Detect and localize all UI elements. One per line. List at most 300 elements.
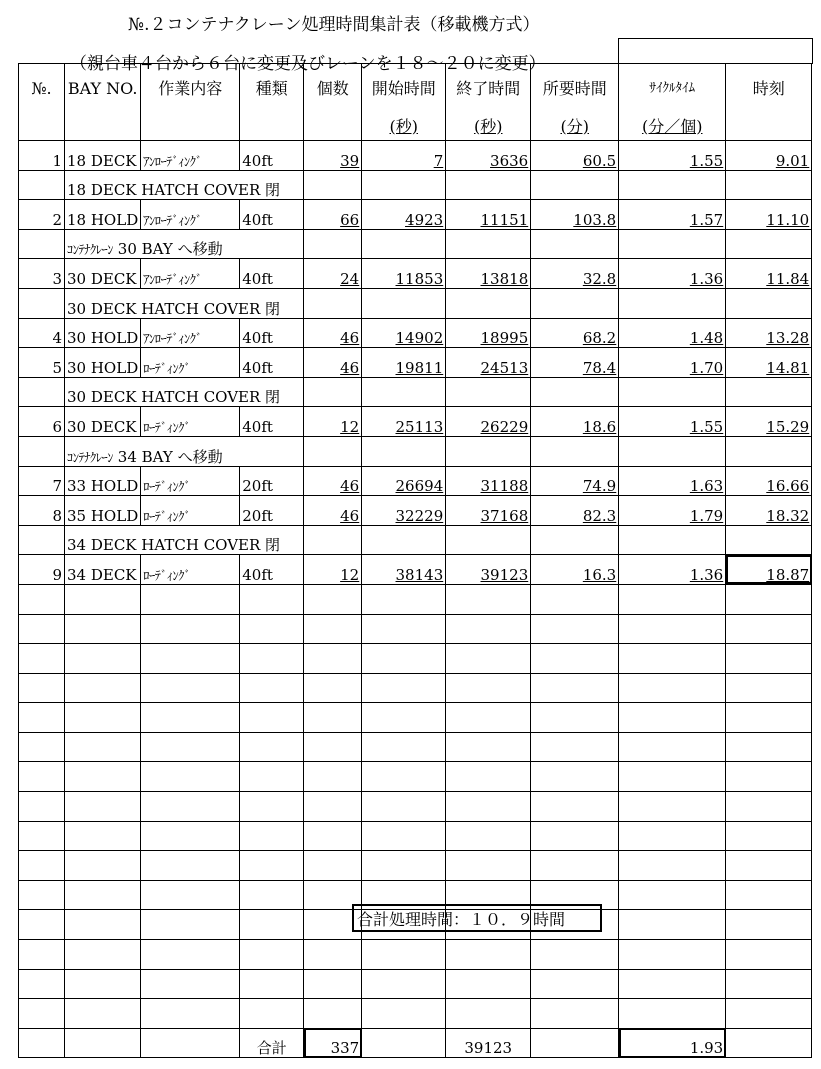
total-processing-time: 合計処理時間：１０．９時間 xyxy=(352,904,602,932)
empty-cell xyxy=(619,940,726,970)
table-row xyxy=(19,407,812,437)
empty-cell xyxy=(362,792,446,822)
row-bay: 30 DECK xyxy=(65,407,141,437)
row-count: 46 xyxy=(304,348,362,378)
col-header-start: 開始時間 xyxy=(362,64,446,113)
row-count: 46 xyxy=(304,318,362,348)
row-bay: 18 DECK xyxy=(65,141,141,171)
empty-cell xyxy=(619,436,726,466)
row-start: 26694 xyxy=(362,466,446,496)
empty-cell xyxy=(19,940,65,970)
row-start: 32229 xyxy=(362,496,446,526)
row-no: 6 xyxy=(19,407,65,437)
row-duration: 16.3 xyxy=(531,555,619,585)
empty-cell xyxy=(726,673,812,703)
row-count: 46 xyxy=(304,466,362,496)
empty-cell xyxy=(362,969,446,999)
table-row xyxy=(19,496,812,526)
col-header-kind: 種類 xyxy=(240,64,304,113)
empty-cell xyxy=(446,584,531,614)
empty-cell xyxy=(240,969,304,999)
table-row xyxy=(19,288,812,318)
empty-cell xyxy=(141,703,240,733)
empty-cell xyxy=(65,880,141,910)
row-end: 11151 xyxy=(446,200,531,230)
empty-cell xyxy=(446,229,531,259)
empty-cell xyxy=(446,851,531,881)
empty-cell xyxy=(141,792,240,822)
note-text: 34 BAY へ移動 xyxy=(117,447,223,466)
empty-cell xyxy=(446,732,531,762)
empty-cell xyxy=(362,673,446,703)
row-work: ﾛｰﾃﾞｨﾝｸﾞ xyxy=(141,348,240,378)
col-header-time: 時刻 xyxy=(726,64,812,113)
row-count: 46 xyxy=(304,496,362,526)
empty-cell xyxy=(619,762,726,792)
empty-cell xyxy=(19,703,65,733)
empty-cell xyxy=(240,762,304,792)
empty-cell xyxy=(362,436,446,466)
empty-cell xyxy=(362,229,446,259)
empty-cell xyxy=(726,880,812,910)
row-cycle: 1.79 xyxy=(619,496,726,526)
row-kind: 40ft xyxy=(240,259,304,289)
row-cycle: 1.36 xyxy=(619,259,726,289)
empty-cell xyxy=(446,525,531,555)
empty-cell xyxy=(531,377,619,407)
empty-cell xyxy=(362,614,446,644)
note-cell xyxy=(65,525,304,555)
empty-cell xyxy=(65,821,141,851)
empty-cell xyxy=(726,170,812,200)
row-start: 14902 xyxy=(362,318,446,348)
row-time: 16.66 xyxy=(726,466,812,496)
empty-cell xyxy=(531,969,619,999)
empty-cell xyxy=(304,732,362,762)
row-start: 19811 xyxy=(362,348,446,378)
table-row xyxy=(19,200,812,230)
empty-cell xyxy=(304,614,362,644)
empty-cell xyxy=(726,229,812,259)
row-bay: 35 HOLD xyxy=(65,496,141,526)
row-bay: 30 DECK xyxy=(65,259,141,289)
empty-cell xyxy=(19,673,65,703)
empty-cell xyxy=(240,673,304,703)
empty-cell xyxy=(304,229,362,259)
empty-cell xyxy=(446,969,531,999)
table-row xyxy=(19,141,812,171)
total-cycle: 1.93 xyxy=(619,1028,726,1058)
col-header-bay: BAY NO. xyxy=(65,64,141,113)
col-header-count: 個数 xyxy=(304,64,362,113)
row-no: 9 xyxy=(19,555,65,585)
row-work: ｱﾝﾛｰﾃﾞｨﾝｸﾞ xyxy=(141,259,240,289)
row-work: ﾛｰﾃﾞｨﾝｸﾞ xyxy=(141,407,240,437)
empty-cell xyxy=(619,673,726,703)
empty-cell xyxy=(726,762,812,792)
empty-cell xyxy=(19,732,65,762)
empty-cell xyxy=(362,851,446,881)
empty-cell xyxy=(304,821,362,851)
row-no xyxy=(19,288,65,318)
empty-cell xyxy=(240,851,304,881)
document-subtitle: （親台車４台から６台に変更及びレーンを１８～２０に変更） xyxy=(70,54,546,74)
empty-cell xyxy=(446,644,531,674)
empty-cell xyxy=(141,1028,240,1058)
row-kind: 40ft xyxy=(240,318,304,348)
empty-cell xyxy=(726,644,812,674)
row-no: 4 xyxy=(19,318,65,348)
total-count: 337 xyxy=(304,1028,362,1058)
empty-cell xyxy=(619,525,726,555)
empty-cell xyxy=(619,644,726,674)
empty-cell xyxy=(362,732,446,762)
row-no: 7 xyxy=(19,466,65,496)
empty-cell xyxy=(65,851,141,881)
empty-row xyxy=(19,762,812,792)
row-kind: 40ft xyxy=(240,348,304,378)
empty-cell xyxy=(141,940,240,970)
note-text: 30 DECK HATCH COVER 閉 xyxy=(67,388,281,407)
empty-cell xyxy=(726,940,812,970)
empty-cell xyxy=(531,673,619,703)
empty-cell xyxy=(619,614,726,644)
row-work: ｱﾝﾛｰﾃﾞｨﾝｸﾞ xyxy=(141,318,240,348)
empty-cell xyxy=(304,792,362,822)
empty-cell xyxy=(531,940,619,970)
row-no xyxy=(19,525,65,555)
empty-cell xyxy=(726,584,812,614)
empty-cell xyxy=(726,614,812,644)
empty-cell xyxy=(726,851,812,881)
empty-cell xyxy=(65,1028,141,1058)
empty-cell xyxy=(362,170,446,200)
note-text: 30 BAY へ移動 xyxy=(117,240,223,259)
header-row xyxy=(19,64,812,113)
row-cycle: 1.55 xyxy=(619,407,726,437)
empty-cell xyxy=(531,999,619,1029)
empty-cell xyxy=(726,703,812,733)
row-no: 1 xyxy=(19,141,65,171)
empty-cell xyxy=(141,910,240,940)
empty-cell xyxy=(531,821,619,851)
empty-cell xyxy=(446,614,531,644)
empty-cell xyxy=(726,969,812,999)
empty-row xyxy=(19,969,812,999)
empty-cell xyxy=(446,170,531,200)
empty-cell xyxy=(619,792,726,822)
empty-cell xyxy=(141,969,240,999)
document-title: №.２コンテナクレーン処理時間集計表（移載機方式） xyxy=(128,15,540,35)
empty-cell xyxy=(446,673,531,703)
row-no xyxy=(19,229,65,259)
row-cycle: 1.70 xyxy=(619,348,726,378)
empty-cell xyxy=(362,377,446,407)
empty-cell xyxy=(141,584,240,614)
empty-row xyxy=(19,851,812,881)
row-start: 11853 xyxy=(362,259,446,289)
empty-cell xyxy=(141,880,240,910)
empty-cell xyxy=(619,821,726,851)
empty-row xyxy=(19,821,812,851)
empty-cell xyxy=(619,880,726,910)
empty-row xyxy=(19,584,812,614)
empty-cell xyxy=(19,762,65,792)
row-bay: 18 HOLD xyxy=(65,200,141,230)
empty-cell xyxy=(531,584,619,614)
empty-cell xyxy=(19,1028,65,1058)
row-bay: 30 HOLD xyxy=(65,318,141,348)
empty-cell xyxy=(304,644,362,674)
table-row xyxy=(19,318,812,348)
table-row xyxy=(19,170,812,200)
row-end: 37168 xyxy=(446,496,531,526)
empty-cell xyxy=(531,732,619,762)
col-header-cycle: ｻｲｸﾙﾀｲﾑ xyxy=(619,64,726,113)
empty-cell xyxy=(619,999,726,1029)
row-no: 2 xyxy=(19,200,65,230)
empty-cell xyxy=(141,614,240,644)
row-end: 3636 xyxy=(446,141,531,171)
empty-cell xyxy=(240,614,304,644)
empty-cell xyxy=(240,910,304,940)
empty-cell xyxy=(531,229,619,259)
empty-cell xyxy=(446,999,531,1029)
empty-cell xyxy=(141,673,240,703)
empty-cell xyxy=(240,732,304,762)
note-cell xyxy=(65,288,304,318)
empty-cell xyxy=(65,584,141,614)
empty-cell xyxy=(304,525,362,555)
row-no xyxy=(19,377,65,407)
empty-cell xyxy=(19,614,65,644)
col-header-work: 作業内容 xyxy=(141,64,240,113)
row-start: 25113 xyxy=(362,407,446,437)
row-count: 12 xyxy=(304,555,362,585)
empty-cell xyxy=(65,999,141,1029)
empty-cell xyxy=(304,999,362,1029)
empty-cell xyxy=(304,940,362,970)
row-no: 8 xyxy=(19,496,65,526)
empty-cell xyxy=(240,792,304,822)
empty-cell xyxy=(531,525,619,555)
empty-cell xyxy=(531,792,619,822)
empty-cell xyxy=(304,673,362,703)
row-duration: 60.5 xyxy=(531,141,619,171)
row-count: 39 xyxy=(304,141,362,171)
empty-cell xyxy=(531,614,619,644)
col-header-end: 終了時間 xyxy=(446,64,531,113)
empty-cell xyxy=(446,436,531,466)
row-kind: 40ft xyxy=(240,141,304,171)
empty-cell xyxy=(362,584,446,614)
table-row xyxy=(19,555,812,585)
empty-cell xyxy=(141,821,240,851)
empty-cell xyxy=(362,644,446,674)
empty-cell xyxy=(19,969,65,999)
empty-cell xyxy=(619,229,726,259)
empty-cell xyxy=(304,436,362,466)
empty-cell xyxy=(304,377,362,407)
row-no: 3 xyxy=(19,259,65,289)
empty-cell xyxy=(65,940,141,970)
empty-cell xyxy=(304,170,362,200)
empty-cell xyxy=(619,584,726,614)
empty-cell xyxy=(19,851,65,881)
empty-cell xyxy=(304,288,362,318)
row-end: 13818 xyxy=(446,259,531,289)
row-kind: 20ft xyxy=(240,466,304,496)
empty-cell xyxy=(619,703,726,733)
row-end: 18995 xyxy=(446,318,531,348)
empty-row xyxy=(19,614,812,644)
note-text: 30 DECK HATCH COVER 閉 xyxy=(67,299,281,318)
empty-cell xyxy=(19,999,65,1029)
empty-cell xyxy=(304,851,362,881)
note-cell xyxy=(65,436,304,466)
empty-cell xyxy=(240,999,304,1029)
empty-cell xyxy=(726,910,812,940)
empty-cell xyxy=(141,762,240,792)
row-kind: 40ft xyxy=(240,200,304,230)
row-time: 9.01 xyxy=(726,141,812,171)
empty-cell xyxy=(446,940,531,970)
empty-row xyxy=(19,644,812,674)
row-start: 4923 xyxy=(362,200,446,230)
total-label: 合計 xyxy=(240,1028,304,1058)
row-duration: 82.3 xyxy=(531,496,619,526)
table-row xyxy=(19,259,812,289)
note-prefix: ｺﾝﾃﾅｸﾚｰﾝ xyxy=(67,449,114,465)
empty-cell xyxy=(362,821,446,851)
empty-cell xyxy=(531,436,619,466)
empty-row xyxy=(19,732,812,762)
row-no xyxy=(19,170,65,200)
row-bay: 33 HOLD xyxy=(65,466,141,496)
empty-cell xyxy=(362,288,446,318)
table-row xyxy=(19,466,812,496)
row-kind: 20ft xyxy=(240,496,304,526)
row-end: 24513 xyxy=(446,348,531,378)
unit-start: (秒) xyxy=(362,112,446,141)
empty-cell xyxy=(446,792,531,822)
empty-cell xyxy=(240,703,304,733)
empty-cell xyxy=(446,703,531,733)
empty-cell xyxy=(65,762,141,792)
empty-cell xyxy=(19,910,65,940)
row-work: ｱﾝﾛｰﾃﾞｨﾝｸﾞ xyxy=(141,141,240,171)
row-cycle: 1.48 xyxy=(619,318,726,348)
empty-cell xyxy=(726,436,812,466)
empty-cell xyxy=(446,762,531,792)
row-work: ﾛｰﾃﾞｨﾝｸﾞ xyxy=(141,496,240,526)
empty-cell xyxy=(141,732,240,762)
row-kind: 40ft xyxy=(240,407,304,437)
empty-cell xyxy=(65,910,141,940)
row-start: 7 xyxy=(362,141,446,171)
empty-cell xyxy=(240,940,304,970)
empty-cell xyxy=(19,644,65,674)
table-row xyxy=(19,348,812,378)
empty-cell xyxy=(141,851,240,881)
empty-cell xyxy=(65,703,141,733)
empty-cell xyxy=(531,851,619,881)
row-start: 38143 xyxy=(362,555,446,585)
empty-cell xyxy=(446,377,531,407)
empty-row xyxy=(19,673,812,703)
empty-cell xyxy=(304,703,362,733)
empty-cell xyxy=(726,525,812,555)
table-row xyxy=(19,525,812,555)
empty-row xyxy=(19,703,812,733)
row-work: ﾛｰﾃﾞｨﾝｸﾞ xyxy=(141,466,240,496)
row-cycle: 1.57 xyxy=(619,200,726,230)
row-cycle: 1.36 xyxy=(619,555,726,585)
empty-cell xyxy=(362,703,446,733)
empty-cell xyxy=(362,762,446,792)
note-text: 34 DECK HATCH COVER 閉 xyxy=(67,536,281,555)
unit-duration: (分) xyxy=(531,112,619,141)
empty-cell xyxy=(531,644,619,674)
empty-cell xyxy=(65,673,141,703)
header-unit-row xyxy=(19,112,812,141)
empty-cell xyxy=(65,792,141,822)
header-top-box xyxy=(618,38,813,64)
empty-cell xyxy=(65,614,141,644)
row-duration: 78.4 xyxy=(531,348,619,378)
row-no xyxy=(19,436,65,466)
empty-cell xyxy=(619,288,726,318)
empty-cell xyxy=(619,851,726,881)
empty-cell xyxy=(19,792,65,822)
empty-cell xyxy=(726,732,812,762)
empty-cell xyxy=(619,969,726,999)
row-kind: 40ft xyxy=(240,555,304,585)
note-cell xyxy=(65,377,304,407)
row-duration: 103.8 xyxy=(531,200,619,230)
empty-cell xyxy=(446,821,531,851)
row-cycle: 1.55 xyxy=(619,141,726,171)
row-end: 39123 xyxy=(446,555,531,585)
empty-cell xyxy=(531,1028,619,1058)
table-row xyxy=(19,377,812,407)
empty-cell xyxy=(19,821,65,851)
row-no: 5 xyxy=(19,348,65,378)
empty-cell xyxy=(726,1028,812,1058)
table-row xyxy=(19,436,812,466)
row-count: 66 xyxy=(304,200,362,230)
empty-cell xyxy=(726,821,812,851)
row-duration: 68.2 xyxy=(531,318,619,348)
note-text: 18 DECK HATCH COVER 閉 xyxy=(67,181,281,200)
row-time: 11.84 xyxy=(726,259,812,289)
unit-cycle: (分／個) xyxy=(619,112,726,141)
row-cycle: 1.63 xyxy=(619,466,726,496)
unit-end: (秒) xyxy=(446,112,531,141)
row-work: ｱﾝﾛｰﾃﾞｨﾝｸﾞ xyxy=(141,200,240,230)
empty-cell xyxy=(362,940,446,970)
empty-cell xyxy=(531,703,619,733)
empty-cell xyxy=(446,288,531,318)
note-cell xyxy=(65,229,304,259)
empty-cell xyxy=(65,644,141,674)
row-count: 24 xyxy=(304,259,362,289)
empty-row xyxy=(19,940,812,970)
empty-cell xyxy=(19,584,65,614)
row-time: 14.81 xyxy=(726,348,812,378)
empty-cell xyxy=(531,170,619,200)
row-time: 15.29 xyxy=(726,407,812,437)
